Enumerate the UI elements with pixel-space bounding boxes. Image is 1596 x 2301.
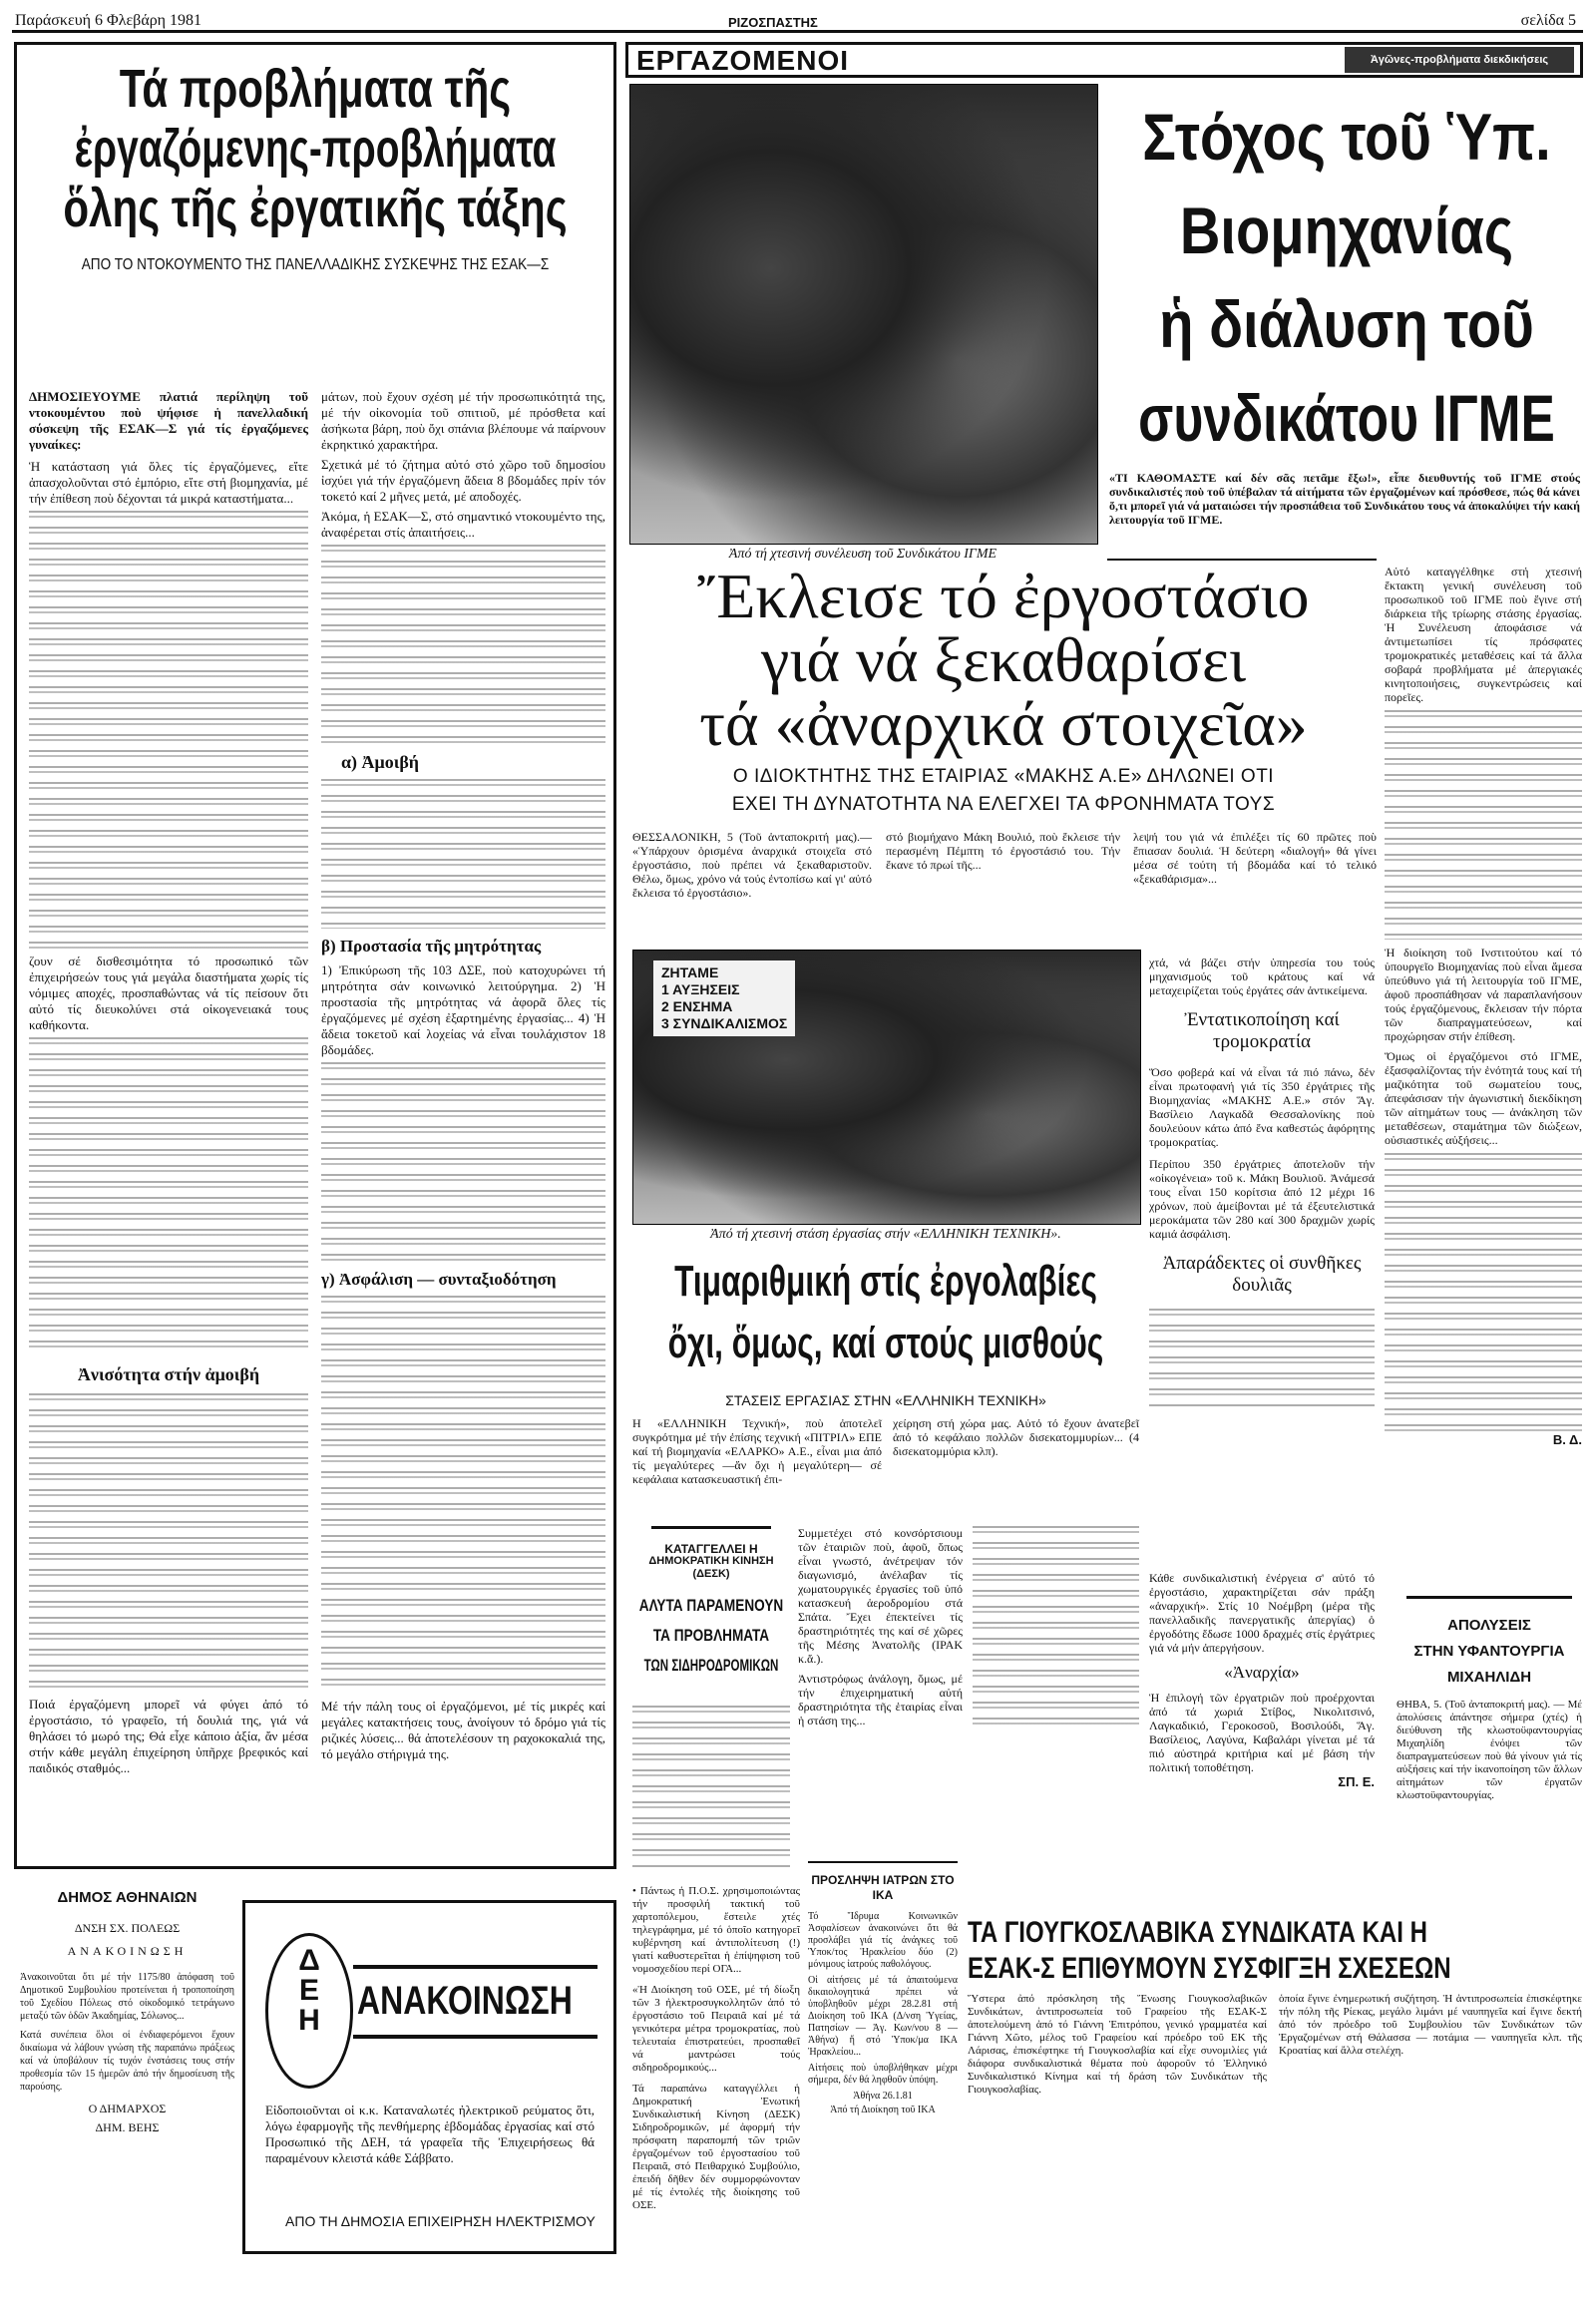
notice-text: Ἀνακοινοῦται ὅτι μέ τήν 1175/80 ἀπόφαση τοῦ Δημοτικοῦ Συμβουλίου προτείνεται ἡ τροποποίηση τοῦ Σχεδίου Πόλεως στό οἰκοδομικό τετράγωνο μεταξύ τῶν ὁδῶν Ἀκαδημίας, Σόλωνος... xyxy=(20,1972,234,2022)
section-tag: Ἀγῶνες-προβλήματα διεκδικήσεις xyxy=(1345,47,1574,73)
dismissals-headline xyxy=(1396,1613,1582,1691)
body-text-lines xyxy=(321,779,605,929)
column-1 xyxy=(29,389,308,1780)
yugoslav-headline xyxy=(968,1915,1582,1987)
paragraph: Σχετικά μέ τό ζήτημα αὐτό στό χῶρο τοῦ δημοσίου ἰσχύει γιά τήν ἐργαζόμενη ἄδεια 8 βδομάδες πρίν τόν τοκετό καί 2 μῆνες μετά, μέ αποδοχές. xyxy=(321,457,605,504)
sign-line: 1 ΑΥΞΗΣΕΙΣ xyxy=(661,981,740,997)
issue-date: Παράσκευή 6 Φλεβάρη 1981 xyxy=(15,12,202,29)
women-workers-article xyxy=(14,42,616,1869)
headline-line: ΕΣΑΚ-Σ ΕΠΙΘΥΜΟΥΝ ΣΥΣΦΙΓΞΗ ΣΧΕΣΕΩΝ xyxy=(968,1952,1451,1985)
paragraph: Μέ τήν πάλη τους οἱ ἐργαζόμενοι, μέ τίς μικρές καί μεγάλες κατακτήσεις τους, ἀνοίγουν τό δρόμο γιά τίς ριζικές λύσεις... θά ἀποτελέσουν τη ραχοκοκαλιά της, τό μεγάλο στήριγμά της. xyxy=(321,1699,605,1761)
ika-headline: ΠΡΟΣΛΗΨΗ ΙΑΤΡΩΝ ΣΤΟ ΙΚΑ xyxy=(811,1873,955,1902)
notice-label: ΑΝΑΚΟΙΝΩΣΗ xyxy=(67,1944,188,1958)
headline-line: ὄχι, ὅμως, καί στούς μισθούς xyxy=(667,1319,1104,1367)
ad-text: Εἰδοποιοῦνται οἱ κ.κ. Καταναλωτές ἠλεκτρικοῦ ρεύματος ὅτι, λόγω ἐφαρμογῆς τῆς πενθήμερης ἑβδομάδας ἐργασίας καί στό Προσωπικό τῆς ΔΕΗ, τά γραφεῖα τῆς Ἐπιχειρήσεως θά παραμένουν κλειστά κάθε Σάββατο. xyxy=(265,2103,595,2165)
subhead: Ἐντατικοποίηση καί τρομοκρατία xyxy=(1184,1009,1340,1052)
paragraph: Ἀντιστρόφως ἀνάλογη, ὅμως, μέ τήν ἐπιχειρηματική αὐτή δραστηριότητα τῆς ἑταιρίας εἶναι ἡ στάση της... xyxy=(798,1672,963,1727)
headline-line: ΣΤΗΝ ΥΦΑΝΤΟΥΡΓΙΑ xyxy=(1413,1643,1565,1660)
paragraph: Ὅσο φοβερά καί νά εἶναι τά πιό πάνω, δέν εἶναι πρωτοφανή γιά τίς 350 ἐργάτριες τῆς Βιομηχανίας «ΜΑΚΗΣ Α.Ε.» στόν Ἅγ. Βασίλειο Λαγκαδᾶ Θεσσαλονίκης ποὺ δουλεύουν κάτω ἀπό ἕνα καθεστώς ἀφόρητης τρομοκρατίας. xyxy=(1149,1065,1375,1149)
paragraph: Αὐτό καταγγέλθηκε στή χτεσινή ἔκτακτη γενική συνέλευση τοῦ προσωπικοῦ τοῦ ΙΓΜΕ ποὺ ἔγινε στή διάρκεια τῆς τρίωρης στάσης ἐργασίας. Ἡ Συνέλευση ἀποφάσισε νά ἀντιμετωπίσει τίς πρόσφατες τρομοκρατικές μεταθέσεις καί τά ἄλλα σοβαρά προβλήματα μέ ἀπεργιακές κινητοποιήσεις, συγκεντρώσεις καί πορεῖες. xyxy=(1385,565,1582,704)
headline-line: ΤΑ ΓΙΟΥΓΚΟΣΛΑΒΙΚΑ ΣΥΝΔΙΚΑΤΑ ΚΑΙ Η xyxy=(968,1916,1427,1949)
body-text-lines xyxy=(1385,1153,1582,1432)
subtitle-text: ΑΠΟ ΤΟ ΝΤΟΚΟΥΜΕΝΤΟ ΤΗΣ ΠΑΝΕΛΛΑΔΙΚΗΣ ΣΥΣΚΕΨΗΣ ΤΗΣ ΕΣΑΚ—Σ xyxy=(81,256,550,273)
body-text-lines xyxy=(973,1526,1139,1726)
strike-photo xyxy=(632,950,1141,1225)
paragraph: Αἰτήσεις ποὺ ὑποβλήθηκαν μέχρι σήμερα, δέν θά ληφθοῦν ὑπόψη. xyxy=(808,2063,958,2086)
header-rule xyxy=(12,30,1583,33)
paragraph: Κάθε συνδικαλιστική ἐνέργεια σ' αὐτό τό ἐργοστάσιο, χαρακτηρίζεται σάν πράξη «ἀναρχική». Στίς 10 Νοέμβρη (μέρα τῆς πανελλαδικῆς πανεργατικῆς ἀπεργίας) ὁ ἐργοδότης ἔδωσε 1000 δραχμές στίς ἐργάτριες γιά νά μήν ἀπεργήσουν. xyxy=(1149,1571,1375,1655)
section-title: ΕΡΓΑΖΟΜΕΝΟΙ xyxy=(636,45,850,76)
subhead: β) Προστασία τῆς μητρότητας xyxy=(321,937,542,956)
railway-workers-article xyxy=(632,1526,790,1681)
kicker: ΔΗΜΟΚΡΑΤΙΚΗ ΚΙΝΗΣΗ (ΔΕΣΚ) xyxy=(648,1555,774,1580)
divider xyxy=(651,1526,771,1529)
paragraph: Ἀκόμα, ἡ ΕΣΑΚ—Σ, στό σημαντικό ντοκουμέντο της, ἀναφέρεται στίς ἀπαιτήσεις... xyxy=(321,509,605,540)
body-text-lines xyxy=(29,511,308,950)
paragraph: ΘΗΒΑ, 5. (Τοῦ ἀνταποκριτή μας). — Μέ ἀπολύσεις ἀπάντησε σήμερα (χτές) ἡ διεύθυνση τῆς κλωστοϋφαντουργίας Μιχαηλίδη ἐνόψει τῶν διαπραγματεύσεων ποὺ θά γίνουν γιά τίς αὐξήσεις καί τήν ἱκανοποίηση τῶν ἄλλων αἰτημάτων τῶν ἐργατῶν κλωστοϋφαντουργίας. xyxy=(1396,1699,1582,1801)
logo-letter: Δ xyxy=(298,1944,320,1977)
paragraph: Οἱ αἰτήσεις μέ τά ἀπαιτούμενα δικαιολογητικά πρέπει νά ὑποβληθοῦν μέχρι 28.2.81 στή Διοίκηση τοῦ ΙΚΑ (Δ/νση Ὑγείας, Πατησίων — Ἀγ. Κων/νου 8 — Ἀθήνα) ἤ στό Ὑποκ/μα ΙΚΑ Ἡρακλείου... xyxy=(808,1975,958,2058)
subhead: Ἀνισότητα στήν ἀμοιβή xyxy=(77,1364,260,1384)
body-text-lines xyxy=(321,545,605,744)
signer-name: ΔΗΜ. ΒΕΗΣ xyxy=(95,2120,160,2134)
logo-letter: Η xyxy=(298,2004,320,2037)
makis-headline xyxy=(628,561,1379,759)
makis-col-1: ΘΕΣΣΑΛΟΝΙΚΗ, 5 (Τοῦ ἀνταποκριτή μας).— «Ὑπάρχουν ὁρισμένα ἀναρχικά στοιχεῖα στό ἐργοστάσιο, ποὺ πρέπει νά ξεκαθαριστοῦν. Θέλω, ὅμως, χρόνο νά τούς ἐντοπίσω καί γι' αὐτό ἔκλεισα τό ἐργοστάσιο». xyxy=(632,830,872,900)
ad-title-text: ΑΝΑΚΟΙΝΩΣΗ xyxy=(357,1979,573,2023)
lead-paragraph: ΔΗΜΟΣΙΕΥΟΥΜΕ πλατιά περίληψη τοῦ ντοκουμέντου ποὺ ψήφισε ἡ πανελλαδική σύσκεψη τῆς ΕΣΑΚ—Σ γιά τίς ἐργαζόμενες γυναίκες: xyxy=(29,389,308,452)
headline-line: τά «ἀναρχικά στοιχεῖα» xyxy=(699,688,1308,759)
subhead: α) Ἀμοιβή xyxy=(341,752,420,772)
notice-dept: ΔΝΣΗ ΣΧ. ΠΟΛΕΩΣ xyxy=(74,1921,181,1935)
headline-line: Στόχος τοῦ Ὑπ. xyxy=(1142,100,1551,174)
body-text-lines xyxy=(321,1296,605,1695)
paragraph: «Ἡ Διοίκηση τοῦ ΟΣΕ, μέ τή δίωξη τῶν 3 ἠλεκτροσυγκολλητῶν ἀπό τό ἐργοστάσιο τοῦ Πειραιᾶ καί μέ τά γενικότερα μέτρα τρομοκρατίας, ποὺ τελευταία ἐπιστρατεύει, προσπαθεῖ νά μαντρώσει τούς σιδηροδρομικούς... xyxy=(632,1984,800,2074)
column-2 xyxy=(321,389,605,1766)
yugoslav-col-1: Ὕστερα ἀπό πρόσκληση τῆς Ἕνωσης Γιουγκοσλαβικῶν Συνδικάτων, ἀντιπροσωπεία τοῦ Γραφείου τῆς ΕΣΑΚ-Σ ἀποτελούμενη ἀπό τό Γιάννη Ἐπιτρόπου, γενικό γραμματέα καί Γιάννη Χῶτο, μέλος τοῦ Γραφείου καί πρόεδρο τοῦ ΕΚ τῆς Λάρισας, ἐπισκέφτηκε τή Γιουγκοσλαβία καί εἶχε συνομιλίες γιά διάφορα συνδικαλιστικά θέματα ποὺ ἀφοροῦν τό Ἑλληνικό Συνδικαλιστικό Κίνημα καί τή δράση τῶν Συνδικάτων τῆς Γιουγκοσλαβίας. xyxy=(968,1993,1267,2096)
desk-headline xyxy=(632,1591,790,1681)
headline-line: ΤΑ ΠΡΟΒΛΗΜΑΤΑ xyxy=(652,1626,770,1645)
body-text-lines xyxy=(29,1393,308,1693)
paragraph: Τό Ἵδρυμα Κοινωνικῶν Ἀσφαλίσεων ἀνακοινώνει ὅτι θά προσλάβει γιά τίς ἀνάγκες τοῦ Ὑποκ/τος Ἡρακλείου δύο (2) μόνιμους ἰατρούς παθολόγους. xyxy=(808,1911,958,1970)
techniki-col-4 xyxy=(973,1526,1139,1726)
desk-column-3 xyxy=(632,1885,800,2212)
dismissals-article xyxy=(1396,1596,1582,1802)
ika-notice xyxy=(808,1855,958,2115)
paragraph: Περίπου 350 ἐργάτριες ἀποτελοῦν τήν «οἰκογένεια» τοῦ κ. Μάκη Βουλιοῦ. Ἀνάμεσά τους εἶναι 150 κορίτσια ἀπό 12 μέχρι 16 χρόνων, ποὺ ἀμείβονται μέ τά ἐξευτελιστικά μεροκάματα τῶν 280 καί 300 δραχμῶν χωρίς καμιά ἀσφάλιση. xyxy=(1149,1157,1375,1241)
photo-caption: Ἀπό τή χτεσινή συνέλευση τοῦ Συνδικάτου ΙΓΜΕ xyxy=(728,547,998,562)
headline-line: ἐργαζόμενης-προβλήματα xyxy=(74,119,557,179)
deh-logo xyxy=(265,1933,353,2089)
headline-line: συνδικάτου ΙΓΜΕ xyxy=(1138,381,1555,455)
body-text-lines xyxy=(632,1706,790,1870)
ad-rule xyxy=(353,2035,598,2039)
divider xyxy=(808,1861,958,1863)
makis-col-3: λεψή του γιά νά ἐπιλέξει τίς 60 πρῶτες ποὺ ἔπιασαν δουλιά. Ἡ δεύτερη «διαλογή» θά γίνει μέσα σέ τούτη τή βδομάδα καί τό τελικό «ξεκαθάρισμα»... xyxy=(1133,830,1377,886)
igme-lead: «ΤΙ ΚΑΘΟΜΑΣΤΕ καί δέν σᾶς πετᾶμε ἔξω!», εἶπε διευθυντής τοῦ ΙΓΜΕ στούς συνδικαλιστές ποὺ τοῦ ὑπέβαλαν τά αἰτήματα τῶν ἐργαζομένων καί πρόσθεσε, πώς θά κάνει ὅ,τι μπορεῖ γιά νά ματαιώσει τήν προσπάθεια τοῦ Συνδικάτου τους νά ἀποκαλύψει τήν κακή λειτουργία τοῦ ΙΓΜΕ. xyxy=(1109,471,1580,527)
notice-text: Κατά συνέπεια ὅλοι οἱ ἐνδιαφερόμενοι ἔχουν δικαίωμα νά λάβουν γνώση τῆς παραπάνω πράξεως καί νά ὑποβάλουν τίς τυχόν ἐνστάσεις τους στήν προθεσμία τῶν 15 ἡμερῶν ἀπό τήν δημοσίευση τῆς παρούσης. xyxy=(20,2030,234,2093)
municipality-notice xyxy=(20,1890,234,2135)
headline-line: ΤΩΝ ΣΙΔΗΡΟΔΡΟΜΙΚΩΝ xyxy=(643,1656,779,1675)
kicker: ΚΑΤΑΓΓΕΛΛΕΙ Η xyxy=(664,1542,758,1556)
makis-col-2: στό βιομήχανο Μάκη Βουλιό, ποὺ ἔκλεισε τήν περασμένη Πέμπτη τό ἐργοστάσιό του. Τήν ἔκανε τό πρωί τῆς... xyxy=(886,830,1120,872)
paragraph: Ἡ ἐπιλογή τῶν ἐργατριῶν ποὺ προέρχονται ἀπό τά χωριά Στίβος, Νικολιτσινό, Λαγκαδικιό, Γεροκοσοῦ, Βοσιλούδι, Ἅγ. Βασίλειος, Λαγύνα, Καβαλάρι γίνεται μέ τά πιό αὐστηρά κριτήρια καί μέ βάση τήν πολιτική τοποθέτηση. xyxy=(1149,1691,1375,1774)
masthead: ΡΙΖΟΣΠΑΣΤΗΣ xyxy=(728,15,818,30)
logo-letter: Ε xyxy=(298,1974,319,2007)
paragraph: 1) Ἐπικύρωση τῆς 103 ΔΣΕ, ποὺ κατοχυρώνει τή μητρότητα σάν κοινωνικό λειτούργημα. 2) Ἡ προστασία τῆς μητρότητας νά ἀφορᾶ ὅλες τίς ἐργαζόμενες μέ σχέση ἐξαρτημένης ἐργασίας... 4) Ἡ ἄδεια τοκετοῦ καί λοχείας νά εἶναι τουλάχιστον 18 βδομάδες. xyxy=(321,962,605,1057)
body-text-lines xyxy=(1149,1309,1375,1408)
headline-line: ΑΛΥΤΑ ΠΑΡΑΜΕΝΟΥΝ xyxy=(638,1596,784,1615)
headline-line: Ἔκλεισε τό ἐργοστάσιο xyxy=(697,561,1310,631)
paragraph: Τά παραπάνω καταγγέλλει ἡ Δημοκρατική Ἑνωτική Συνδικαλιστική Κίνηση (ΔΕΣΚ) Σιδηροδρομικῶν, μέ ἀφορμή τήν πρόσφατη παραπομπή τῶν τριῶν ἐργαζομένων τοῦ ἐργοστασίου τοῦ Πειραιᾶ, στό Πειθαρχικό Συμβούλιο, ἐπειδή δῆθεν δέν συμμορφώνονταν μέ τίς ἐντολές τῆς διοίκησης τοῦ ΟΣΕ. xyxy=(632,2083,800,2211)
signer-title: Ο ΔΗΜΑΡΧΟΣ xyxy=(88,2102,167,2115)
makis-side-column xyxy=(1149,956,1375,1408)
techniki-col-2: χείρηση στή χώρα μας. Αὐτό τό ἔχουν ἀνατεβεῖ ἀπό τό κεφάλαιο πολλῶν δισεκατομμυρίων... (4 δισεκατομμύρια κλπ). xyxy=(893,1416,1139,1458)
desk-column-1 xyxy=(632,1706,790,1870)
article-subtitle xyxy=(17,256,613,274)
paragraph: • Πάντως ἡ Π.Ο.Σ. χρησιμοποιώντας τήν προσφιλή τακτική τοῦ χαρτοπόλεμου, ἔστειλε χτές τηλεγράφημα, μέ τό ὁποῖο κατηγορεῖ κυβέρνηση καί ἀντιπολίτευση (!) γιατί καθυστερεῖται ἡ ἐπίψηφιση τοῦ νομοσχεδίου περί ΟΓΑ... xyxy=(632,1885,800,1975)
page-number: σελίδα 5 xyxy=(1520,12,1576,29)
igme-meeting-photo xyxy=(629,84,1098,545)
subhead: «Ἀναρχία» xyxy=(1224,1663,1300,1682)
body-text-lines xyxy=(29,1037,308,1356)
headline-line: ΑΠΟΛΥΣΕΙΣ xyxy=(1447,1617,1531,1634)
signature: Β. Δ. xyxy=(1552,1432,1582,1447)
headline-line: Βιομηχανίας xyxy=(1179,193,1514,267)
paragraph: ζουν σέ δισθεσιμότητα τό προσωπικό τῶν ἐπιχειρήσεών τους γιά μεγάλα διαστήματα χωρίς τίς νόμιμες αποχές, προσπαθώντας νά τίς πείσουν ὅτι αὐτό τίς διευκολύνει στά οἰκογενειακά τους καθήκοντα. xyxy=(29,954,308,1032)
techniki-subtitle: ΣΤΑΣΕΙΣ ΕΡΓΑΣΙΑΣ ΣΤΗΝ «ΕΛΛΗΝΙΚΗ ΤΕΧΝΙΚΗ» xyxy=(725,1392,1046,1408)
headline-line: Τιμαριθμική στίς ἐργολαβίες xyxy=(674,1257,1097,1306)
paragraph: Ἡ διοίκηση τοῦ Ινστιτούτου καί τό ὑπουργεῖο Βιομηχανίας ποὺ εἶναι ἄμεσα ὑπεύθυνο γιά τή λειτουργία τοῦ ΙΓΜΕ, ἀφοῦ προσπάθησαν νά παραπλανήσουν τούς ἐργαζόμενους, ἔκλεισαν τήν πόρτα τῶν διαπραγματεύσεων, καί προχώρησαν στήν ἐπίθεση. xyxy=(1385,946,1582,1043)
headline-line: Τά προβλήματα τῆς xyxy=(119,59,512,119)
ad-title xyxy=(357,1981,626,2021)
headline-line: ἡ διάλυση τοῦ xyxy=(1159,287,1534,361)
subtitle-line: Ο ΙΔΙΟΚΤΗΤΗΣ ΤΗΣ ΕΤΑΙΡΙΑΣ «ΜΑΚΗΣ Α.Ε» ΔΗΛΩΝΕΙ ΟΤΙ xyxy=(732,766,1275,787)
workers-section-banner xyxy=(625,42,1583,78)
ad-signature: ΑΠΟ ΤΗ ΔΗΜΟΣΙΑ ΕΠΙΧΕΙΡΗΣΗ ΗΛΕΚΤΡΙΣΜΟΥ xyxy=(285,2213,596,2229)
subhead: γ) Ἀσφάλιση — συνταξιοδότηση xyxy=(321,1270,557,1289)
paragraph: Ποιά ἐργαζόμενη μπορεῖ νά φύγει ἀπό τό ἐργοστάσιο, τό γραφεῖο, τή δουλιά της, γιά νά θηλάσει τό μωρό της; Θά εἶχε κάποιο ἀξία, ἄν μέσα στήν κάθε μεγάλη ἐπιχείρηση ὑπῆρχε βρεφικός καί παιδικός σταθμός... xyxy=(29,1697,308,1775)
headline-line: γιά νά ξεκαθαρίσει xyxy=(760,624,1247,695)
sign-line: ΖΗΤΑΜΕ xyxy=(661,964,719,980)
sign-line: 2 ΕΝΣΗΜΑ xyxy=(661,998,733,1014)
makis-subtitle xyxy=(628,766,1379,816)
paragraph: μάτων, ποὺ ἔχουν σχέση μέ τήν προσωπικότητά της, μέ τήν οἰκονομία τοῦ σπιτιοῦ, μέ πρόσθετα καί ἀσήκωτα βάρη, ποὺ ὄχι σπάνια βλέπουμε νά παίρνουν ἐκρηκτικό χαρακτήρα. xyxy=(321,389,605,452)
paragraph: Ὅμως οἱ ἐργαζόμενοι στό ΙΓΜΕ, ἐξασφαλίζοντας τήν ἑνότητά τους καί τή μαζικότητα τοῦ σωματείου τους, ἀπεφάσισαν τήν ἀγωνιστική διεκδίκηση τῶν αἰτημάτων τους — ἀνάκληση τῶν μεταθέσεων, σταμάτημα τῶν διώξεων, οὐσιαστικές αὐξήσεις... xyxy=(1385,1049,1582,1147)
photo-caption: Ἀπό τή χτεσινή στάση ἐργασίας στήν «ΕΛΛΗΝΙΚΗ ΤΕΧΝΙΚΗ». xyxy=(710,1227,1061,1242)
subhead: Ἀπαράδεκτες οἱ συνθῆκες δουλιᾶς xyxy=(1162,1253,1362,1296)
igme-headline xyxy=(1107,90,1586,465)
igme-column xyxy=(1385,565,1582,1447)
paragraph: χτά, νά βάζει στήν ὑπηρεσία του τούς μηχανισμούς τοῦ κράτους καί νά μεταχειρίζεται τούς ἐργάτες σάν ἀντικείμενα. xyxy=(1149,956,1375,997)
ad-rule xyxy=(353,1965,598,1969)
protest-sign xyxy=(653,960,795,1036)
notice-date: Ἀθήνα 26.1.81 xyxy=(853,2091,913,2102)
article-headline xyxy=(17,59,613,238)
techniki-col-1: Η «ΕΛΛΗΝΙΚΗ Τεχνική», ποὺ ἀποτελεῖ συγκρότημα μέ τήν ἐπίσης τεχνική «ΠΙΤΡΙΛ» ΕΠΕ καί τή βιομηχανία «ΕΛΑΡΚΟ» Α.Ε., εἶναι μια ἀπό τίς μεγαλύτερες —ἄν ὄχι ἡ μεγαλύτερη— σέ κεφάλαια κατασκευαστική ἐπι- xyxy=(632,1416,882,1486)
techniki-col-3 xyxy=(798,1526,963,1727)
deh-announcement-ad xyxy=(242,1900,616,2254)
notice-signature: Ἀπό τή Διοίκηση τοῦ ΙΚΑ xyxy=(830,2105,936,2115)
headline-line: ΜΙΧΑΗΛΙΔΗ xyxy=(1446,1669,1532,1686)
sign-line: 3 ΣΥΝΔΙΚΑΛΙΣΜΟΣ xyxy=(661,1015,788,1031)
yugoslav-col-2: ὁποία ἔγινε ἐνημερωτική συζήτηση. Ἡ ἀντιπροσωπεία ἐπισκέφτηκε τήν πόλη τῆς Ρίεκας, μεγάλο λιμάνι μέ ναυπηγεῖα καί ἔγινε δεκτή ἀπό τόν πρόεδρο τοῦ Συμβουλίου τῶν Συνδικάτων τῶν Ἐργαζομένων στή Θάλασσα — ποτάμια — ναυπηγεῖα κλπ. τῆς Κροατίας καί ἄλλα στελέχη. xyxy=(1279,1993,1582,2057)
techniki-headline xyxy=(632,1251,1139,1374)
paragraph: Συμμετέχει στό κονσόρτσιουμ τῶν ἑταιριῶν ποὺ, ἀφοῦ, ὅπως εἶναι γνωστό, ἀνέτρεψαν τόν διαγωνισμό, ἀνέλαβαν τίς χωματουργικές ἐργασίες τοῦ ὑπό κατασκευή ἀεροδρομίου στά Σπάτα. Ἔχει ἐπεκτείνει τίς δραστηριότητές της καί σέ χῶρες τῆς Μέσης Ἀνατολῆς (ΙΡΑΚ κ.ἄ.). xyxy=(798,1526,963,1666)
divider xyxy=(1406,1596,1572,1599)
signature: ΣΠ. Ε. xyxy=(1338,1774,1375,1789)
paragraph: Ἡ κατάσταση γιά ὅλες τίς ἐργαζόμενες, εἴτε ἀπασχολοῦνται στό ἐμπόριο, εἴτε στή βιομηχανία, μέ τήν ἐπίθεση ποὺ δέχονται τά μικρά καταστήματα... xyxy=(29,459,308,506)
headline-line: ὅλης τῆς ἐργατικῆς τάξης xyxy=(63,179,568,238)
body-text-lines xyxy=(1385,710,1582,940)
body-text-lines xyxy=(321,1062,605,1262)
notice-title: ΔΗΜΟΣ ΑΘΗΝΑΙΩΝ xyxy=(57,1889,198,1906)
subtitle-line: ΕΧΕΙ ΤΗ ΔΥΝΑΤΟΤΗΤΑ ΝΑ ΕΛΕΓΧΕΙ ΤΑ ΦΡΟΝΗΜΑΤΑ ΤΟΥΣ xyxy=(731,794,1276,815)
makis-side-column-2 xyxy=(1149,1571,1375,1789)
